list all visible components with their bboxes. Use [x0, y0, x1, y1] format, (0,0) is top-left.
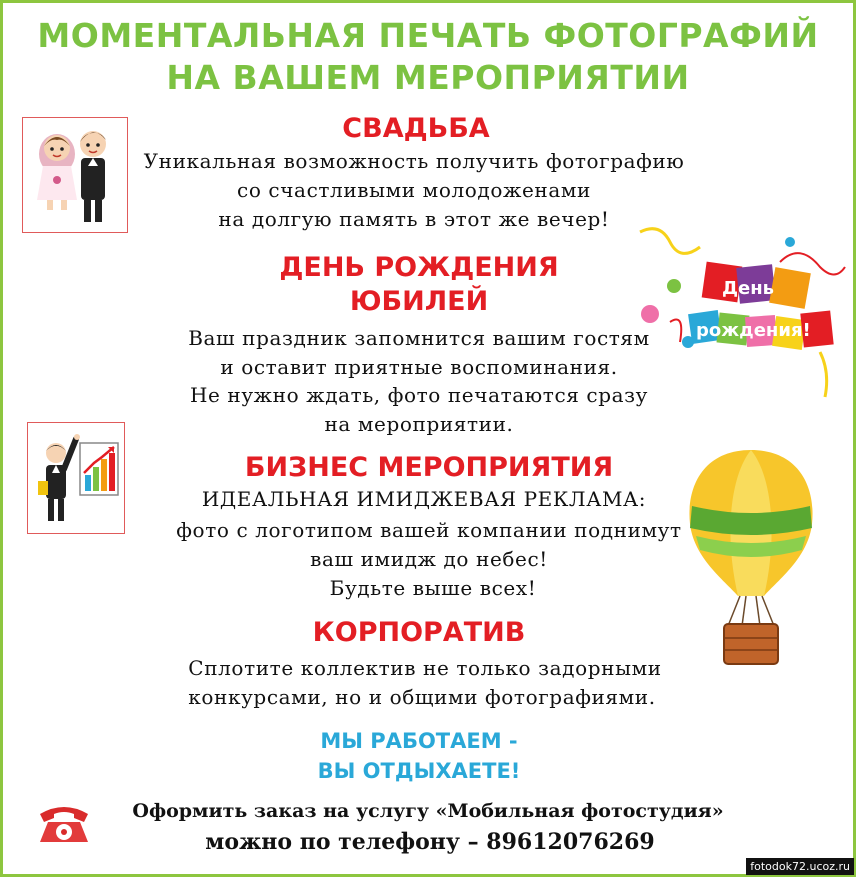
section-heading-birthday: ДЕНЬ РОЖДЕНИЯ — [279, 252, 559, 283]
banner-text-row-1: День — [722, 278, 775, 299]
section-text-business-4: Будьте выше всех! — [329, 576, 537, 600]
birthday-banner-picture — [630, 222, 850, 400]
section-heading-wedding: СВАДЬБА — [342, 113, 490, 144]
section-text-wedding-2: со счастливыми молодоженами — [237, 178, 591, 202]
section-text-business-3: ваш имидж до небес! — [310, 547, 548, 571]
page-title-line-2: НА ВАШЕМ МЕРОПРИЯТИИ — [166, 58, 690, 97]
section-text-business-1: ИДЕАЛЬНАЯ ИМИДЖЕВАЯ РЕКЛАМА: — [201, 487, 647, 511]
section-text-birthday-4: на мероприятии. — [324, 412, 514, 436]
banner-text-row-2: рождения! — [696, 320, 811, 341]
section-text-wedding-1: Уникальная возможность получить фотографию — [143, 149, 685, 173]
section-heading-jubilee: ЮБИЛЕЙ — [349, 286, 489, 317]
section-text-corporate-2: конкурсами, но и общими фотографиями. — [188, 685, 656, 709]
slogan-line-2: ВЫ ОТДЫХАЕТЕ! — [317, 759, 521, 783]
slogan-line-1: МЫ РАБОТАЕМ - — [320, 729, 518, 753]
page-title-line-1: МОМЕНТАЛЬНАЯ ПЕЧАТЬ ФОТОГРАФИЙ — [37, 16, 819, 55]
birthday-banner-icon — [630, 222, 850, 400]
section-text-birthday-3: Не нужно ждать, фото печатаются сразу — [189, 383, 649, 407]
section-text-birthday-1: Ваш праздник запомнится вашим гостям — [188, 326, 650, 350]
contact-phone-line: можно по телефону – 89612076269 — [205, 829, 655, 855]
section-text-birthday-2: и оставит приятные воспоминания. — [220, 355, 618, 379]
section-text-wedding-3: на долгую память в этот же вечер! — [218, 207, 610, 231]
section-text-business-2: фото с логотипом вашей компании поднимут — [176, 518, 682, 542]
watermark: fotodok72.ucoz.ru — [746, 858, 854, 875]
contact-order-line: Оформить заказ на услугу «Мобильная фотостудия» — [132, 800, 724, 822]
section-heading-corporate: КОРПОРАТИВ — [312, 617, 526, 648]
section-text-corporate-1: Сплотите коллектив не только задорными — [188, 656, 662, 680]
section-heading-business: БИЗНЕС МЕРОПРИЯТИЯ — [244, 452, 614, 483]
